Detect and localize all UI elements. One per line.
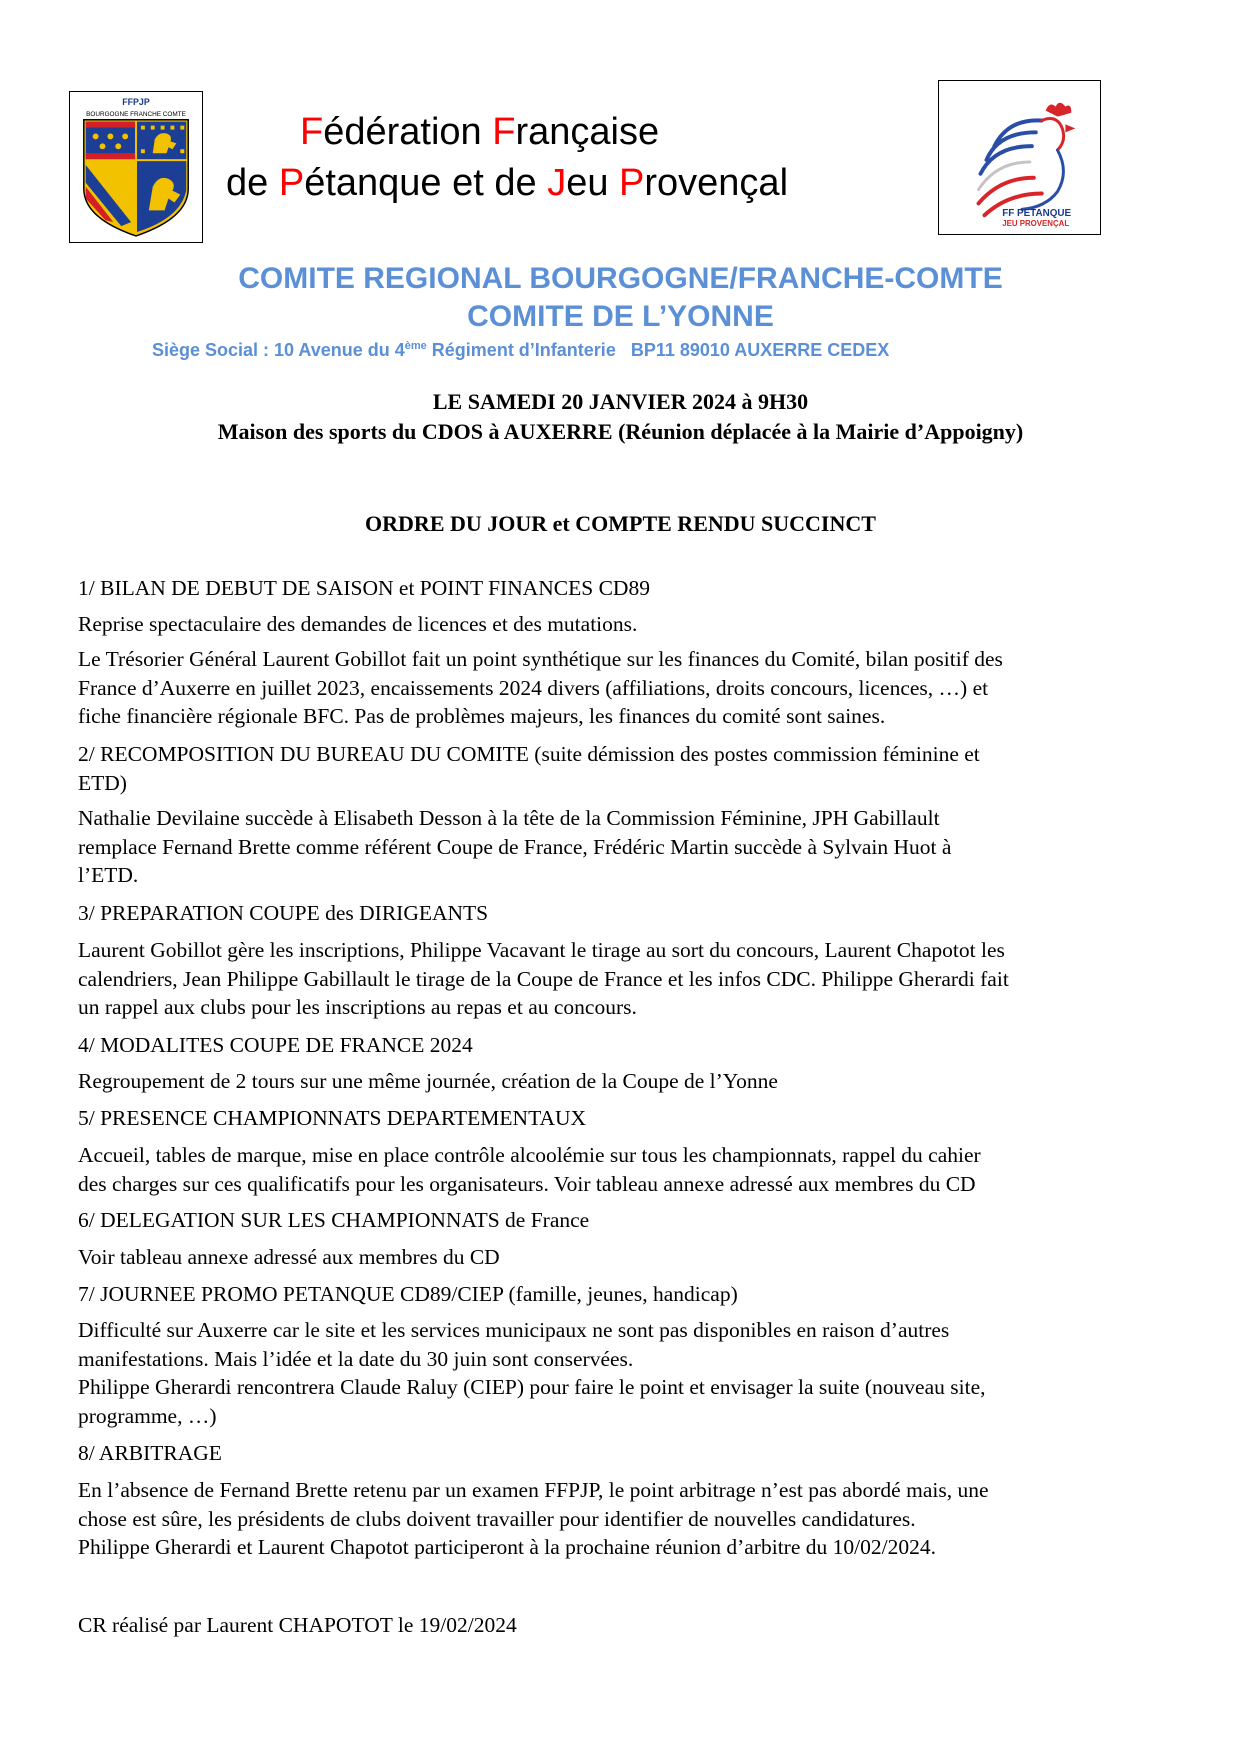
bourgogne-franche-comte-coat-of-arms-icon <box>69 91 203 243</box>
federation-title-initial: P <box>278 162 305 204</box>
regional-committee-title: COMITE REGIONAL BOURGOGNE/FRANCHE-COMTE <box>238 262 1003 295</box>
section-paragraph: Reprise spectaculaire des demandes de licences et des mutations. <box>78 612 638 636</box>
section-heading: 5/ PRESENCE CHAMPIONNATS DEPARTEMENTAUX <box>78 1106 587 1130</box>
federation-title-line1 <box>300 113 659 151</box>
section-paragraph: Laurent Gobillot gère les inscriptions, Philippe Vacavant le tirage au sort du concours, Laurent Chapotot les calendriers, Jean Philippe Gabillault le tirage de la Coupe de France et les infos CDC. Philippe Gherardi fait un rappel aux clubs pour les inscriptions au repas et au concours. <box>78 938 1009 1019</box>
section-heading: 7/ JOURNEE PROMO PETANQUE CD89/CIEP (famille, jeunes, handicap) <box>78 1282 738 1306</box>
logo-jeu-provencal-text: JEU PROVENÇAL <box>1002 219 1070 229</box>
federation-title-initial: F <box>300 111 324 153</box>
logo-ffpjp-text: FFPJP <box>122 96 150 107</box>
federation-title-initial: J <box>547 162 567 204</box>
section-heading: 2/ RECOMPOSITION DU BUREAU DU COMITE (suite démission des postes commission féminine et ETD) <box>78 742 980 795</box>
federation-title-text: de <box>226 162 279 204</box>
meeting-date: LE SAMEDI 20 JANVIER 2024 à 9H30 <box>432 389 809 414</box>
report-author-line: CR réalisé par Laurent CHAPOTOT le 19/02/2024 <box>78 1613 517 1637</box>
logo-ff-petanque-text: FF PETANQUE <box>1002 208 1072 220</box>
logo-region-text: BOURGOGNE FRANCHE COMTE <box>86 110 186 118</box>
federation-title-text: édération <box>323 111 493 153</box>
yonne-committee-title: COMITE DE L’YONNE <box>467 300 774 333</box>
meeting-place: Maison des sports du CDOS à AUXERRE (Réunion déplacée à la Mairie d’Appoigny) <box>217 419 1024 444</box>
federation-title-initial: F <box>492 111 516 153</box>
federation-title-text: étanque et de <box>304 162 548 204</box>
federation-title-text: rovençal <box>644 162 789 204</box>
section-heading: 3/ PREPARATION COUPE des DIRIGEANTS <box>78 901 489 925</box>
section-paragraph: Voir tableau annexe adressé aux membres du CD <box>78 1245 500 1269</box>
section-heading: 6/ DELEGATION SUR LES CHAMPIONNATS de France <box>78 1208 590 1232</box>
ff-petanque-rooster-logo-icon <box>938 80 1101 235</box>
federation-title-initial: P <box>619 162 645 204</box>
siege-superscript: ème <box>404 340 427 352</box>
agenda-title: ORDRE DU JOUR et COMPTE RENDU SUCCINCT <box>365 511 876 536</box>
section-heading: 4/ MODALITES COUPE DE FRANCE 2024 <box>78 1033 473 1057</box>
section-paragraph: Difficulté sur Auxerre car le site et les services municipaux ne sont pas disponibles en raison d’autres manifestations. Mais l’idée et la date du 30 juin sont conservées. Philippe Gherardi rencontrera Claude Raluy (CIEP) pour faire le point et envisager la suite (nouveau site, programme, …) <box>78 1318 986 1428</box>
section-paragraph: Nathalie Devilaine succède à Elisabeth Desson à la tête de la Commission Féminine, JPH Gabillault remplace Fernand Brette comme référent Coupe de France, Frédéric Martin succède à Sylvain Huot à l’ETD. <box>78 806 952 887</box>
federation-title-text: rançaise <box>515 111 660 153</box>
section-paragraph: Regroupement de 2 tours sur une même journée, création de la Coupe de l’Yonne <box>78 1069 778 1093</box>
section-paragraph: Accueil, tables de marque, mise en place contrôle alcoolémie sur tous les championnats, rappel du cahier des charges sur ces qualificatifs pour les organisateurs. Voir tableau annexe adressé aux membres du CD <box>78 1143 981 1196</box>
section-paragraph: Le Trésorier Général Laurent Gobillot fait un point synthétique sur les finances du Comité, bilan positif des France d’Auxerre en juillet 2023, encaissements 2024 divers (affiliations, droits concours, licences, …) et fiche financière régionale BFC. Pas de problèmes majeurs, les finances du comité sont saines. <box>78 647 1003 728</box>
siege-text-before: Siège Social : 10 Avenue du 4 <box>152 340 405 360</box>
head-office-address <box>152 341 889 359</box>
section-heading: 8/ ARBITRAGE <box>78 1441 222 1465</box>
siege-text-after: Régiment d’Infanterie BP11 89010 AUXERRE CEDEX <box>426 340 890 360</box>
federation-title-line2 <box>226 164 788 202</box>
federation-title-text: eu <box>566 162 620 204</box>
section-heading: 1/ BILAN DE DEBUT DE SAISON et POINT FINANCES CD89 <box>78 576 650 600</box>
section-paragraph: En l’absence de Fernand Brette retenu par un examen FFPJP, le point arbitrage n’est pas abordé mais, une chose est sûre, les présidents de clubs doivent travailler pour identifier de nouvelles candidatures. Philippe Gherardi et Laurent Chapotot participeront à la prochaine réunion d’arbitre du 10/02/2024. <box>78 1478 989 1559</box>
